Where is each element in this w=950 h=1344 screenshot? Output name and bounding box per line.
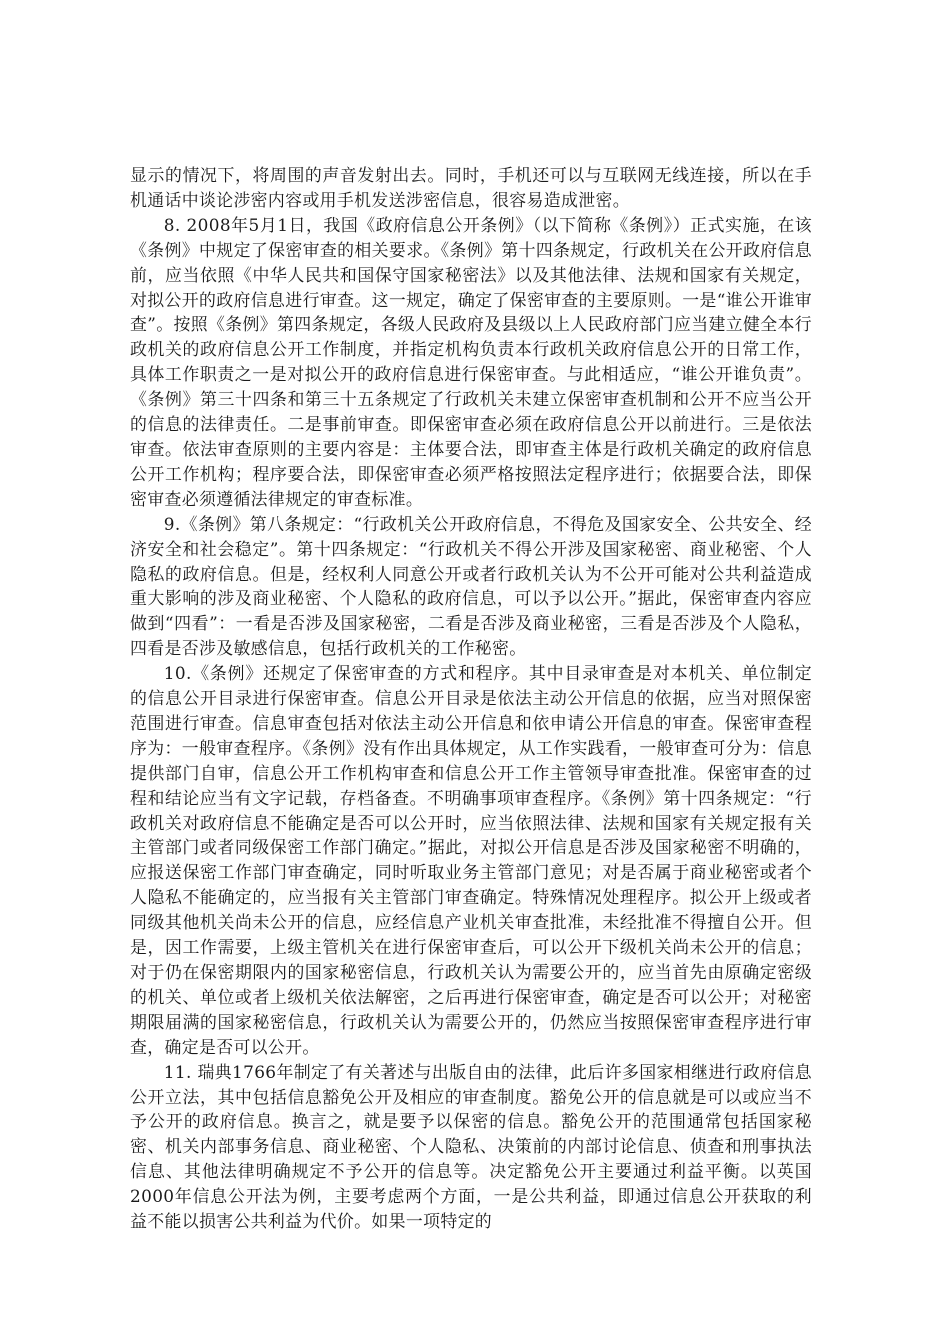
paragraph-item-9: 9.《条例》第八条规定：“行政机关公开政府信息，不得危及国家安全、公共安全、经济安全和社会稳定”。第十四条规定：“行政机关不得公开涉及国家秘密、商业秘密、个人隐私的政府信息。但是，经权利人同意公开或者行政机关认为不公开可能对公共利益造成重大影响的涉及商业秘密、个人隐私的政府信息，可以予以公开。”据此，保密审查内容应做到“四看”：一看是否涉及国家秘密，二看是否涉及商业秘密，三看是否涉及个人隐私，四看是否涉及敏感信息，包括行政机关的工作秘密。 — [130, 513, 812, 659]
paragraph-item-8: 8. 2008年5月1日，我国《政府信息公开条例》（以下简称《条例》）正式实施，在该《条例》中规定了保密审查的相关要求。《条例》第十四条规定，行政机关在公开政府信息前，应当依照《中华人民共和国保守国家秘密法》以及其他法律、法规和国家有关规定，对拟公开的政府信息进行审查。这一规定，确定了保密审查的主要原则。一是“谁公开谁审查”。按照《条例》第四条规定，各级人民政府及县级以上人民政府部门应当建立健全本行政机关的政府信息公开工作制度，并指定机构负责本行政机关政府信息公开的日常工作，具体工作职责之一是对拟公开的政府信息进行保密审查。与此相适应，“谁公开谁负责”。《条例》第三十四条和第三十五条规定了行政机关未建立保密审查机制和公开不应当公开的信息的法律责任。二是事前审查。即保密审查必须在政府信息公开以前进行。三是依法审查。依法审查原则的主要内容是：主体要合法，即审查主体是行政机关确定的政府信息公开工作机构；程序要合法，即保密审查必须严格按照法定程序进行；依据要合法，即保密审查必须遵循法律规定的审查标准。 — [130, 214, 812, 509]
document-page — [130, 163, 812, 1234]
paragraph-continuation: 显示的情况下，将周围的声音发射出去。同时，手机还可以与互联网无线连接，所以在手机通话中谈论涉密内容或用手机发送涉密信息，很容易造成泄密。 — [130, 165, 812, 210]
paragraph-item-10: 10.《条例》还规定了保密审查的方式和程序。其中目录审查是对本机关、单位制定的信息公开目录进行保密审查。信息公开目录是依法主动公开信息的依据，应当对照保密范围进行审查。信息审查包括对依法主动公开信息和依申请公开信息的审查。保密审查程序为：一般审查程序。《条例》没有作出具体规定，从工作实践看，一般审查可分为：信息提供部门自审，信息公开工作机构审查和信息公开工作主管领导审查批准。保密审查的过程和结论应当有文字记载，存档备查。不明确事项审查程序。《条例》第十四条规定：“行政机关对政府信息不能确定是否可以公开时，应当依照法律、法规和国家有关规定报有关主管部门或者同级保密工作部门确定。”据此，对拟公开信息是否涉及国家秘密不明确的，应报送保密工作部门审查确定，同时听取业务主管部门意见；对是否属于商业秘密或者个人隐私不能确定的，应当报有关主管部门审查确定。特殊情况处理程序。拟公开上级或者同级其他机关尚未公开的信息，应经信息产业机关审查批准，未经批准不得擅自公开。但是，因工作需要，上级主管机关在进行保密审查后，可以公开下级机关尚未公开的信息；对于仍在保密期限内的国家秘密信息，行政机关认为需要公开的，应当首先由原确定密级的机关、单位或者上级机关依法解密，之后再进行保密审查，确定是否可以公开；对秘密期限届满的国家秘密信息，行政机关认为需要公开的，仍然应当按照保密审查程序进行审查，确定是否可以公开。 — [130, 663, 812, 1057]
paragraph-item-11: 11. 瑞典1766年制定了有关著述与出版自由的法律，此后许多国家相继进行政府信息公开立法，其中包括信息豁免公开及相应的审查制度。豁免公开的信息就是可以或应当不予公开的政府信息。换言之，就是要予以保密的信息。豁免公开的范围通常包括国家秘密、机关内部事务信息、商业秘密、个人隐私、决策前的内部讨论信息、侦查和刑事执法信息、其他法律明确规定不予公开的信息等。决定豁免公开主要通过利益平衡。以英国2000年信息公开法为例，主要考虑两个方面，一是公共利益，即通过信息公开获取的利益不能以损害公共利益为代价。如果一项特定的 — [130, 1061, 812, 1232]
